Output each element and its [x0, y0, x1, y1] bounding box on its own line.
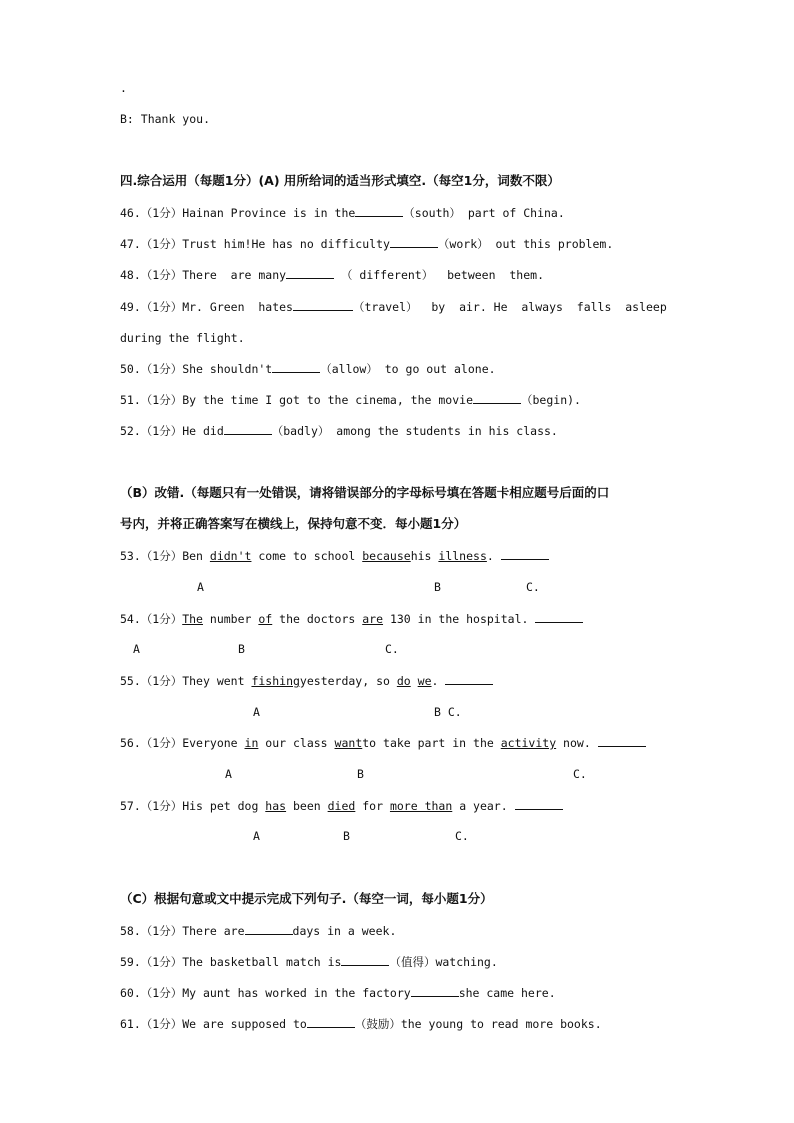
question-49-continued: during the flight. — [120, 331, 245, 345]
question-57 — [120, 798, 563, 814]
q-text: 130 in the hospital. — [383, 612, 536, 626]
q-text: for — [355, 799, 390, 813]
q-text: the doctors — [272, 612, 363, 626]
question-61 — [120, 1016, 602, 1032]
question-59 — [120, 954, 498, 970]
answer-blank[interactable] — [293, 299, 353, 311]
underlined-part-c: illness — [438, 549, 487, 563]
underlined-part-b: died — [327, 799, 356, 813]
q-text: she came here. — [458, 986, 556, 1000]
section-a-heading: 四.综合运用（每题1分）(A) 用所给词的适当形式填空.（每空1分，词数不限） — [120, 173, 560, 188]
question-55 — [120, 673, 493, 689]
q-num: 50.（1分） — [120, 362, 183, 376]
answer-blank[interactable] — [598, 735, 646, 747]
q-text: number — [202, 612, 259, 626]
q-num: 47.（1分） — [120, 237, 183, 251]
q-num: 49.（1分） — [120, 300, 183, 314]
q-text: （work） out this problem. — [437, 237, 614, 251]
q-num: 55.（1分） — [120, 674, 183, 688]
q-text: . — [486, 549, 501, 563]
q-num: 54.（1分） — [120, 612, 183, 626]
q-text: Hainan Province is in the — [182, 206, 356, 220]
q-text: His pet dog — [182, 799, 266, 813]
question-46 — [120, 205, 565, 221]
label-c: C. — [455, 829, 469, 843]
answer-blank[interactable] — [515, 798, 563, 810]
q-num: 56.（1分） — [120, 736, 183, 750]
question-47 — [120, 236, 613, 252]
underlined-part-c: more than — [389, 799, 453, 813]
answer-blank[interactable] — [355, 205, 403, 217]
question-60 — [120, 985, 556, 1001]
q-text — [411, 674, 418, 688]
underlined-part-a: didn't — [209, 549, 252, 563]
underlined-part-c: activity — [500, 736, 557, 750]
underlined-part-b: want — [334, 736, 363, 750]
label-a: A — [253, 829, 260, 843]
q-text: come to school — [251, 549, 363, 563]
q-num: 46.（1分） — [120, 206, 183, 220]
q-num: 52.（1分） — [120, 424, 183, 438]
q-text: （allow） to go out alone. — [320, 362, 496, 376]
q-text: been — [286, 799, 328, 813]
question-52 — [120, 423, 558, 439]
q-text: Mr. Green hates — [182, 300, 293, 314]
answer-blank[interactable] — [286, 267, 334, 279]
question-56 — [120, 735, 646, 751]
q-text: now. — [556, 736, 598, 750]
label-c: C. — [385, 642, 399, 656]
section-b-heading-2: 号内，并将正确答案写在横线上，保持句意不变．每小题1分） — [120, 516, 467, 531]
q-text: Ben — [182, 549, 210, 563]
q-text: （begin). — [521, 393, 581, 407]
question-51 — [120, 392, 581, 408]
answer-blank[interactable] — [390, 236, 438, 248]
q-text: She shouldn't — [182, 362, 273, 376]
section-c-heading: （C）根据句意或文中提示完成下列句子.（每空一词，每小题1分） — [120, 891, 493, 906]
q-text: （south） part of China. — [403, 206, 565, 220]
label-a: A — [133, 642, 140, 656]
q-text: our class — [258, 736, 335, 750]
reply-line: B: Thank you. — [120, 112, 211, 126]
underlined-part-c: we — [417, 674, 432, 688]
answer-blank[interactable] — [272, 361, 320, 373]
q-text: By the time I got to the cinema, the movie — [182, 393, 473, 407]
label-a: A — [225, 767, 232, 781]
underlined-part-c: are — [362, 612, 384, 626]
question-58 — [120, 923, 396, 939]
answer-blank[interactable] — [245, 923, 293, 935]
underlined-part-b: of — [258, 612, 273, 626]
q-text: a year. — [452, 799, 515, 813]
q-text: yesterday, so — [299, 674, 397, 688]
answer-blank[interactable] — [501, 548, 549, 560]
q-num: 57.（1分） — [120, 799, 183, 813]
q-num: 60.（1分） — [120, 986, 183, 1000]
q-text: My aunt has worked in the factory — [182, 986, 411, 1000]
answer-blank[interactable] — [307, 1016, 355, 1028]
label-b: B — [238, 642, 245, 656]
label-b-c: B C. — [434, 705, 462, 719]
q-text: The basketball match is — [182, 955, 342, 969]
q-num: 61.（1分） — [120, 1017, 183, 1031]
label-b: B — [343, 829, 350, 843]
q-text: They went — [182, 674, 252, 688]
q-num: 59.（1分） — [120, 955, 183, 969]
q-num: 58.（1分） — [120, 924, 183, 938]
question-54 — [120, 611, 583, 627]
underlined-part-b: do — [396, 674, 411, 688]
q-text: There are — [182, 924, 245, 938]
q-text: （鼓励）the young to read more books. — [354, 1017, 602, 1031]
label-b: B — [434, 580, 441, 594]
question-49 — [120, 299, 667, 315]
q-text: Trust him!He has no difficulty — [182, 237, 390, 251]
label-b: B — [357, 767, 364, 781]
q-text: There are many — [182, 268, 287, 282]
q-num: 53.（1分） — [120, 549, 183, 563]
q-text: Everyone — [182, 736, 245, 750]
underlined-part-a: in — [244, 736, 259, 750]
underlined-part-a: The — [182, 612, 203, 626]
q-text: We are supposed to — [182, 1017, 307, 1031]
q-text: （值得）watching. — [389, 955, 498, 969]
answer-blank[interactable] — [535, 611, 583, 623]
label-c: C. — [573, 767, 587, 781]
question-48 — [120, 267, 544, 283]
q-text: （travel） by air. He always falls asleep — [352, 300, 667, 314]
label-c: C. — [526, 580, 540, 594]
answer-blank[interactable] — [411, 985, 459, 997]
answer-blank[interactable] — [341, 954, 389, 966]
underlined-part-a: has — [265, 799, 287, 813]
section-b-heading-1: （B）改错.（每题只有一处错误，请将错误部分的字母标号填在答题卡相应题号后面的口 — [120, 485, 610, 500]
label-a: A — [197, 580, 204, 594]
question-53 — [120, 548, 549, 564]
q-text: his — [410, 549, 439, 563]
answer-blank[interactable] — [224, 423, 272, 435]
underlined-part-b: because — [362, 549, 411, 563]
label-a: A — [253, 705, 260, 719]
q-text: days in a week. — [292, 924, 397, 938]
q-text: （ different） between them. — [334, 268, 544, 282]
q-num: 51.（1分） — [120, 393, 183, 407]
underlined-part-a: fishing — [251, 674, 300, 688]
question-50 — [120, 361, 496, 377]
answer-blank[interactable] — [473, 392, 521, 404]
answer-blank[interactable] — [445, 673, 493, 685]
q-text: He did — [182, 424, 224, 438]
q-text: （badly） among the students in his class. — [271, 424, 558, 438]
q-text: to take part in the — [362, 736, 501, 750]
q-num: 48.（1分） — [120, 268, 183, 282]
q-text: . — [431, 674, 446, 688]
dot-line: . — [120, 81, 127, 95]
